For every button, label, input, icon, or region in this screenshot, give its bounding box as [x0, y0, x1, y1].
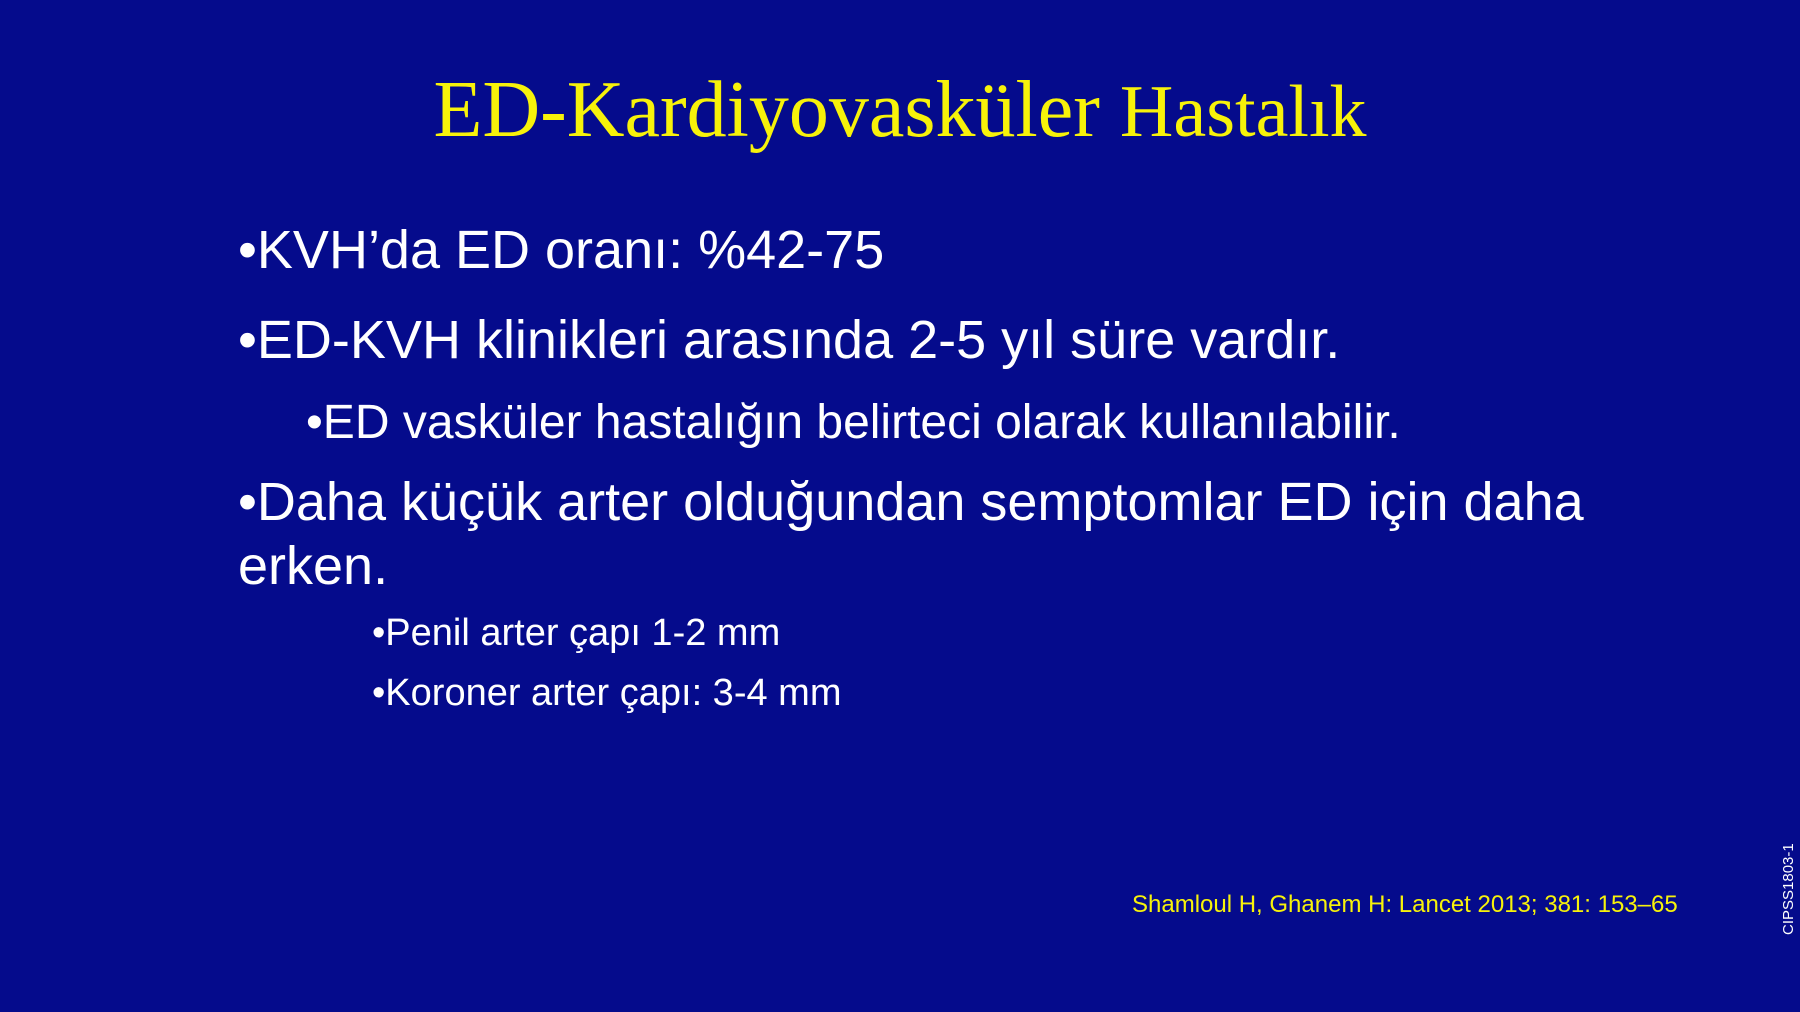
citation: Shamloul H, Ghanem H: Lancet 2013; 381: 153–65 — [1132, 891, 1678, 918]
subbullet-penile-artery: •Penil arter çapı 1-2 mm — [372, 612, 781, 654]
bullet-smaller-artery: •Daha küçük arter olduğundan semptomlar ED için daha erken. — [238, 472, 1584, 596]
slide-title-part-1: ED-Kardiyovasküler — [433, 66, 1100, 154]
slide-code: CIPSS1803-1 — [1780, 843, 1797, 935]
subbullet-vascular-marker: •ED vasküler hastalığın belirteci olarak kullanılabilir. — [306, 396, 1401, 449]
subbullet-coronary-artery: •Koroner arter çapı: 3-4 mm — [372, 672, 842, 714]
bullet-ed-rate: •KVH’da ED oranı: %42-75 — [238, 220, 885, 280]
slide-title — [0, 62, 1800, 160]
bullet-clinical-interval: •ED-KVH klinikleri arasında 2-5 yıl süre vardır. — [238, 310, 1341, 370]
slide-title-part-2: Hastalık — [1119, 71, 1367, 153]
